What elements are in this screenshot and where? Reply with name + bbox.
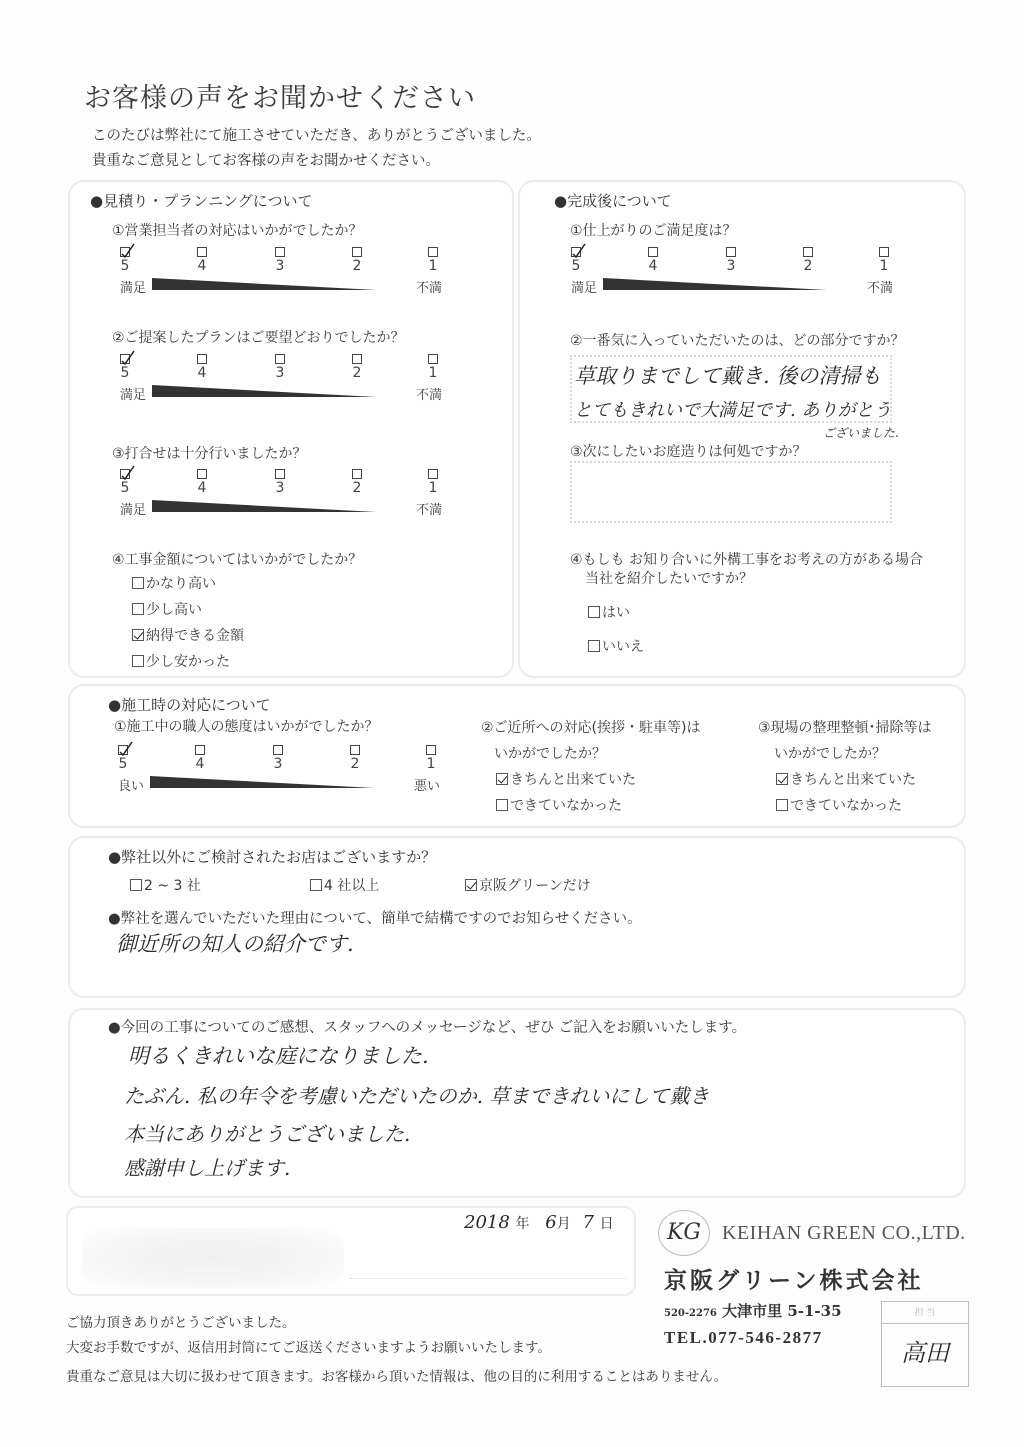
- completion-q4-label-line-1: ④もしも お知り合いに外構工事をお考えの方がある場合: [570, 552, 923, 568]
- rating-checkbox[interactable]: [428, 469, 438, 479]
- completion-q4-label-line-2: 当社を紹介したいですか？: [585, 571, 753, 587]
- check-mark-icon: [120, 349, 136, 365]
- rating-checkbox-checked[interactable]: [120, 354, 130, 364]
- rating-number: 5: [571, 258, 581, 274]
- scale-left-label: 満足: [120, 503, 147, 518]
- rating-number: 1: [428, 365, 438, 381]
- rating-number: 3: [275, 365, 285, 381]
- estimate-q4-label: ④工事金額についてはいかがでしたか？: [112, 552, 363, 568]
- satisfaction-wedge: [150, 776, 376, 790]
- rating-number: 1: [428, 480, 438, 496]
- checkbox-checked[interactable]: [496, 773, 508, 785]
- rating-number: 1: [879, 258, 889, 274]
- construction-q1-label: ①施工中の職人の態度はいかがでしたか？: [114, 719, 379, 735]
- satisfaction-wedge: [152, 278, 378, 292]
- scale-left-label: 満足: [120, 281, 147, 296]
- footer-line-3: 貴重なご意見は大切に扱わせて頂きます。お客様から頂いた情報は、他の目的に利用することはありません。: [66, 1369, 728, 1385]
- staff-stamp-name: 高田: [901, 1339, 949, 1367]
- company-address: [664, 1300, 842, 1321]
- scale-right-label: 不満: [415, 503, 442, 518]
- rating-checkbox[interactable]: [275, 247, 285, 257]
- form-title: お客様の声をお聞かせください: [84, 83, 476, 114]
- tidiness-option-bad[interactable]: できていなかった: [776, 795, 902, 815]
- rating-number: 1: [428, 258, 438, 274]
- company-zip: 520-2276: [664, 1308, 717, 1319]
- completion-q3-label: ③次にしたいお庭造りは何処ですか？: [570, 444, 807, 460]
- other-shops-option-2-3[interactable]: 2 ~ 3 社: [130, 875, 201, 895]
- rating-checkbox[interactable]: [197, 469, 207, 479]
- scale-right-label: 不満: [415, 281, 442, 296]
- footer-line-1: ご協力頂きありがとうございました。: [66, 1315, 296, 1331]
- rating-number: 4: [648, 258, 658, 274]
- rating-checkbox[interactable]: [352, 469, 362, 479]
- satisfaction-wedge: [603, 278, 829, 292]
- rating-number: 4: [195, 756, 205, 772]
- rating-number: 5: [120, 258, 130, 274]
- checkbox[interactable]: [776, 799, 788, 811]
- rating-checkbox[interactable]: [428, 354, 438, 364]
- address-underline: [350, 1278, 626, 1279]
- check-mark-icon: [571, 242, 587, 258]
- tidiness-option-good[interactable]: きちんと出来ていた: [776, 769, 916, 789]
- reason-answer: 御近所の知人の紹介です.: [116, 932, 354, 956]
- completion-q2-label: ②一番気に入っていただいたのは、どの部分ですか？: [570, 333, 905, 349]
- scale-left-label: 満足: [571, 281, 598, 296]
- estimate-q2-scale[interactable]: [120, 354, 442, 410]
- scale-right-label: 不満: [415, 388, 442, 403]
- company-name: 京阪グリーン株式会社: [664, 1267, 924, 1294]
- neighbor-option-good[interactable]: きちんと出来ていた: [496, 769, 636, 789]
- rating-number: 2: [352, 258, 362, 274]
- checkbox-checked[interactable]: [776, 773, 788, 785]
- estimate-q1-scale[interactable]: [120, 247, 442, 303]
- checkbox-checked[interactable]: [465, 879, 477, 891]
- rating-number: 5: [120, 365, 130, 381]
- rating-checkbox[interactable]: [275, 354, 285, 364]
- rating-checkbox[interactable]: [803, 247, 813, 257]
- company-logo-monogram: KG: [658, 1210, 710, 1256]
- construction-q3-label-line-2: いかがでしたか？: [774, 746, 886, 762]
- rating-number: 3: [275, 480, 285, 496]
- completion-q1-scale[interactable]: [571, 247, 893, 303]
- footer-line-2: 大変お手数ですが、返信用封筒にてご返送くださいますようお願いいたします。: [66, 1340, 551, 1356]
- other-shops-heading: ●弊社以外にご検討されたお店はございますか？: [108, 848, 437, 866]
- reason-heading: ●弊社を選んでいただいた理由について、簡単で結構ですのでお知らせください。: [108, 911, 642, 927]
- rating-number: 2: [352, 480, 362, 496]
- estimate-q3-scale[interactable]: [120, 469, 442, 525]
- estimate-q3-label: ③打合せは十分行いましたか？: [112, 446, 307, 462]
- rating-number: 4: [197, 258, 207, 274]
- price-option-reasonable[interactable]: 納得できる金額: [132, 625, 244, 645]
- intro-line-1: このたびは弊社にて施工させていただき、ありがとうございました。: [92, 128, 541, 144]
- satisfaction-wedge: [152, 385, 378, 399]
- estimate-heading: ●見積り・プランニングについて: [90, 192, 313, 210]
- company-tel: TEL.077-546-2877: [664, 1328, 823, 1347]
- check-mark-icon: [120, 464, 136, 480]
- rating-checkbox[interactable]: [197, 247, 207, 257]
- intro-line-2: 貴重なご意見としてお客様の声をお聞かせください。: [92, 153, 440, 169]
- rating-checkbox-checked[interactable]: [120, 247, 130, 257]
- checkbox[interactable]: [130, 879, 142, 891]
- construction-q1-scale[interactable]: [118, 745, 440, 801]
- date-day: 7: [582, 1212, 594, 1233]
- refer-option-no[interactable]: いいえ: [588, 636, 644, 656]
- rating-checkbox[interactable]: [275, 469, 285, 479]
- comment-line-2: たぶん. 私の年令を考慮いただいたのか. 草まできれいにして戴き: [124, 1084, 710, 1108]
- estimate-q1-label: ①営業担当者の対応はいかがでしたか？: [112, 223, 363, 239]
- scale-left-label: 満足: [120, 388, 147, 403]
- other-shops-option-keihan-only[interactable]: 京阪グリーンだけ: [465, 875, 591, 895]
- rating-number: 4: [197, 480, 207, 496]
- rating-number: 2: [803, 258, 813, 274]
- comment-line-3: 本当にありがとうございました.: [124, 1122, 411, 1146]
- rating-checkbox[interactable]: [273, 745, 283, 755]
- rating-number: 5: [118, 756, 128, 772]
- rating-checkbox[interactable]: [426, 745, 436, 755]
- comments-heading: ●今回の工事についてのご感想、スタッフへのメッセージなど、ぜひ ご記入をお願いいたします。: [108, 1020, 747, 1036]
- rating-checkbox[interactable]: [195, 745, 205, 755]
- rating-checkbox[interactable]: [428, 247, 438, 257]
- rating-number: 1: [426, 756, 436, 772]
- completion-heading: ●完成後について: [554, 192, 672, 210]
- rating-checkbox[interactable]: [879, 247, 889, 257]
- checkbox[interactable]: [310, 879, 322, 891]
- scale-left-label: 良い: [118, 779, 145, 794]
- redacted-customer-name: [82, 1228, 344, 1288]
- check-mark-icon: [118, 740, 134, 756]
- checkbox[interactable]: [132, 655, 144, 667]
- checkbox[interactable]: [588, 606, 600, 618]
- other-shops-option-4-plus[interactable]: 4 社以上: [310, 875, 379, 895]
- construction-heading: ●施工時の対応について: [108, 696, 271, 714]
- rating-checkbox[interactable]: [726, 247, 736, 257]
- date-year: 2018: [464, 1212, 510, 1233]
- checkbox-checked[interactable]: [132, 629, 144, 641]
- rating-number: 3: [726, 258, 736, 274]
- scale-right-label: 悪い: [413, 779, 440, 794]
- rating-number: 3: [275, 258, 285, 274]
- comment-line-1: 明るくきれいな庭になりました.: [128, 1044, 429, 1068]
- staff-stamp-box: [881, 1301, 969, 1387]
- date-year-unit: 年: [515, 1216, 530, 1232]
- scale-right-label: 不満: [866, 281, 893, 296]
- neighbor-option-bad[interactable]: できていなかった: [496, 795, 622, 815]
- date-day-unit: 日: [599, 1216, 614, 1232]
- company-logo-name: KEIHAN GREEN CO.,LTD.: [722, 1222, 966, 1244]
- rating-checkbox-checked[interactable]: [120, 469, 130, 479]
- construction-q2-label-line-2: いかがでしたか？: [494, 746, 606, 762]
- comment-line-4: 感謝申し上げます.: [124, 1156, 291, 1180]
- check-mark-icon: [120, 242, 136, 258]
- staff-stamp-header: 担 当: [882, 1302, 968, 1324]
- rating-checkbox[interactable]: [352, 247, 362, 257]
- rating-checkbox-checked[interactable]: [571, 247, 581, 257]
- rating-number: 3: [273, 756, 283, 772]
- rating-checkbox[interactable]: [352, 354, 362, 364]
- favorite-part-answer-line-3: ございました.: [823, 426, 899, 440]
- satisfaction-wedge: [152, 500, 378, 514]
- price-option-slightly-high[interactable]: 少し高い: [132, 599, 202, 619]
- checkbox[interactable]: [496, 799, 508, 811]
- rating-number: 5: [120, 480, 130, 496]
- rating-number: 2: [352, 365, 362, 381]
- favorite-part-answer-line-1: 草取りまでして戴き. 後の清掃も: [574, 364, 882, 388]
- checkbox[interactable]: [132, 577, 144, 589]
- estimate-q2-label: ②ご提案したプランはご要望どおりでしたか？: [112, 330, 405, 346]
- price-option-slightly-cheap[interactable]: 少し安かった: [132, 651, 230, 671]
- company-street: 大津市里 5-1-35: [722, 1302, 842, 1320]
- checkbox[interactable]: [588, 640, 600, 652]
- construction-q3-label-line-1: ③現場の整理整頓･掃除等は: [758, 720, 932, 736]
- next-garden-answer-box[interactable]: [570, 461, 892, 523]
- checkbox[interactable]: [132, 603, 144, 615]
- rating-checkbox[interactable]: [197, 354, 207, 364]
- date-month: 6: [545, 1212, 557, 1233]
- signature-date: [464, 1212, 614, 1233]
- date-month-unit: 月: [556, 1216, 571, 1232]
- rating-number: 4: [197, 365, 207, 381]
- completion-q1-label: ①仕上がりのご満足度は？: [570, 223, 737, 239]
- favorite-part-answer-line-2: とてもきれいで大満足です. ありがとう: [574, 400, 892, 421]
- rating-checkbox[interactable]: [648, 247, 658, 257]
- construction-q2-label-line-1: ②ご近所への対応(挨拶・駐車等)は: [481, 720, 701, 736]
- rating-checkbox-checked[interactable]: [118, 745, 128, 755]
- rating-checkbox[interactable]: [350, 745, 360, 755]
- refer-option-yes[interactable]: はい: [588, 602, 630, 622]
- rating-number: 2: [350, 756, 360, 772]
- price-option-very-high[interactable]: かなり高い: [132, 573, 216, 593]
